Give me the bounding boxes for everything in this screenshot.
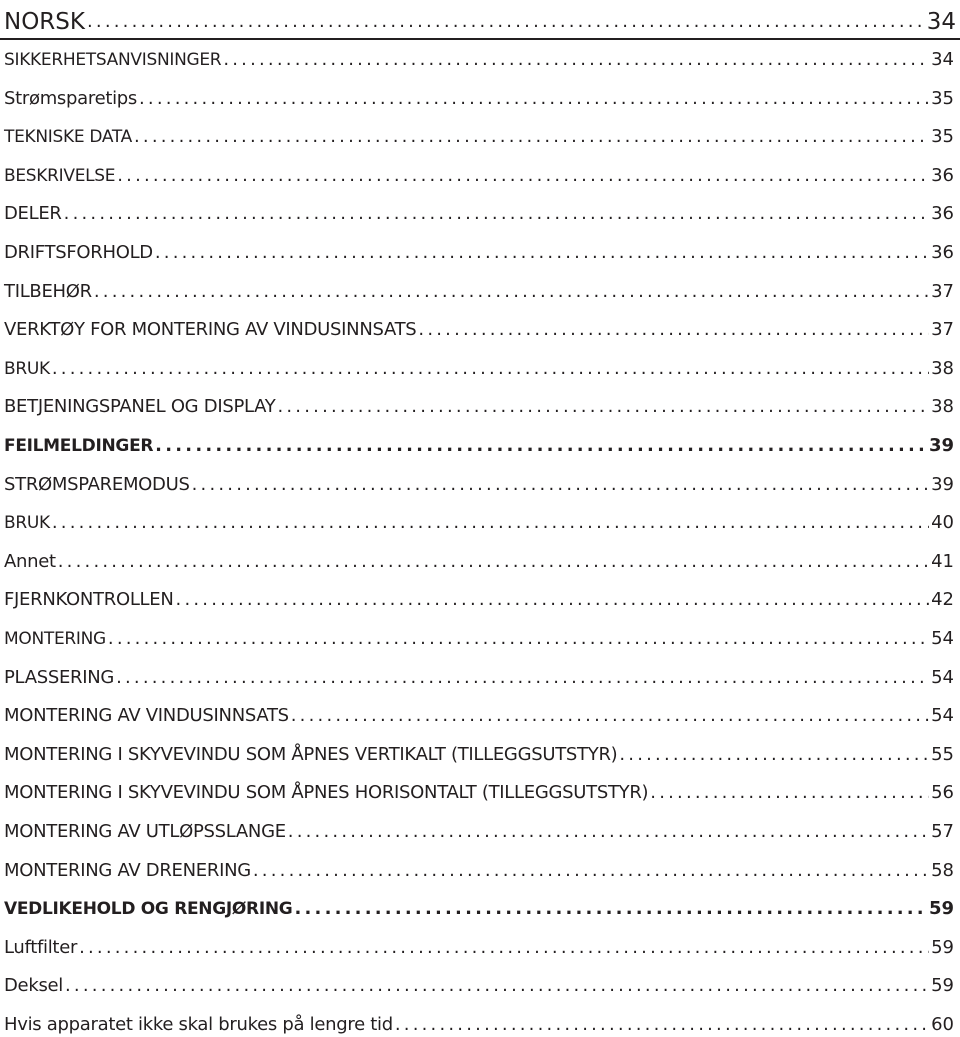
dot-leader — [223, 48, 929, 72]
toc-entry-title: FEILMELDINGER — [4, 436, 154, 456]
toc-entry[interactable] — [4, 584, 954, 612]
toc-entry-page-number: 41 — [931, 550, 954, 572]
toc-entry[interactable] — [4, 83, 954, 111]
toc-entry-title: Strømsparetips — [4, 87, 138, 109]
toc-entry[interactable] — [4, 507, 954, 535]
toc-entry-title: MONTERING AV DRENERING — [4, 859, 251, 881]
dot-leader — [155, 434, 927, 458]
dot-leader — [291, 704, 929, 728]
section-title: NORSK — [4, 9, 85, 35]
toc-entry[interactable] — [4, 469, 954, 497]
toc-entry-title: MONTERING I SKYVEVINDU SOM ÅPNES VERTIKALT (TILLEGGSUTSTYR) — [4, 743, 618, 765]
toc-entry[interactable] — [4, 198, 954, 226]
toc-entry[interactable] — [4, 1009, 954, 1037]
dot-leader — [192, 473, 929, 497]
toc-entry-page-number: 59 — [931, 936, 954, 958]
toc-entry[interactable] — [4, 970, 954, 998]
toc-entry-page-number: 59 — [931, 975, 954, 997]
toc-entry-title: STRØMSPAREMODUS — [4, 473, 190, 495]
toc-entry-title: BESKRIVELSE — [4, 165, 116, 186]
dot-leader — [52, 357, 929, 381]
toc-entry-title: MONTERING AV UTLØPSSLANGE — [4, 821, 286, 842]
dot-leader — [117, 164, 929, 188]
toc-entry[interactable] — [4, 855, 954, 883]
toc-entry-page-number: 57 — [931, 821, 954, 842]
toc-entry-title: MONTERING — [4, 629, 106, 649]
toc-entry[interactable] — [4, 739, 954, 767]
dot-leader — [294, 897, 926, 921]
toc-entry-title: DELER — [4, 203, 62, 225]
dot-leader — [65, 974, 929, 998]
dot-leader — [418, 318, 929, 342]
dot-leader — [619, 743, 929, 767]
toc-entry-page-number: 37 — [931, 319, 954, 341]
toc-header — [4, 0, 956, 36]
dot-leader — [64, 202, 929, 226]
toc-entry-page-number: 36 — [931, 203, 954, 225]
toc-entry-title: FJERNKONTROLLEN — [4, 589, 174, 611]
toc-entry-page-number: 39 — [931, 473, 954, 495]
toc-entry-title: MONTERING AV VINDUSINNSATS — [4, 705, 289, 727]
toc-entry-title: BETJENINGSPANEL OG DISPLAY — [4, 396, 276, 418]
toc-entry-title: BRUK — [4, 358, 50, 379]
toc-entry[interactable] — [4, 44, 954, 72]
dot-leader — [58, 550, 929, 574]
dot-leader — [277, 395, 929, 419]
toc-entry-title: VERKTØY FOR MONTERING AV VINDUSINNSATS — [4, 319, 417, 341]
toc-entry-title: Annet — [4, 550, 56, 572]
toc-entry-page-number: 38 — [931, 396, 954, 418]
toc-entry-page-number: 35 — [931, 87, 954, 109]
dot-leader — [176, 588, 930, 612]
dot-leader — [52, 511, 929, 535]
dot-leader — [94, 280, 929, 304]
toc-entry-page-number: 38 — [931, 357, 954, 379]
toc-entry-page-number: 36 — [931, 242, 954, 263]
toc-entry[interactable] — [4, 353, 954, 381]
dot-leader — [139, 87, 929, 111]
toc-entry-page-number: 54 — [931, 666, 954, 688]
toc-entry-page-number: 35 — [931, 126, 954, 148]
toc-entry-page-number: 36 — [931, 164, 954, 186]
toc-entry-title: BRUK — [4, 513, 50, 534]
toc-entry[interactable] — [4, 314, 954, 342]
toc-entry[interactable] — [4, 816, 954, 844]
toc-entry[interactable] — [4, 623, 954, 651]
toc-entry-title: SIKKERHETSANVISNINGER — [4, 50, 222, 70]
dot-leader — [395, 1013, 929, 1037]
toc-entry-page-number: 34 — [931, 49, 954, 70]
toc-entry[interactable] — [4, 237, 954, 265]
toc-entry-page-number: 60 — [931, 1014, 954, 1035]
toc-entry-title: PLASSERING — [4, 666, 115, 688]
toc-entry[interactable] — [4, 777, 954, 805]
toc-entry-page-number: 37 — [931, 280, 954, 302]
toc-entry-page-number: 58 — [931, 859, 954, 881]
toc-entry-title: TEKNISKE DATA — [4, 127, 132, 148]
toc-entry-page-number: 54 — [931, 705, 954, 727]
toc-entry-title: TILBEHØR — [4, 280, 92, 302]
toc-entry[interactable] — [4, 893, 954, 921]
toc-entry[interactable] — [4, 276, 954, 304]
dot-leader — [87, 8, 925, 36]
toc-entry[interactable] — [4, 546, 954, 574]
toc-entry[interactable] — [4, 121, 954, 149]
dot-leader — [116, 666, 929, 690]
dot-leader — [134, 125, 929, 149]
toc-entry-page-number: 56 — [931, 782, 954, 804]
toc-entry[interactable] — [4, 430, 954, 458]
toc-entry[interactable] — [4, 160, 954, 188]
header-rule — [0, 38, 960, 40]
toc-entry-page-number: 54 — [931, 628, 954, 649]
toc-entry-title: Hvis apparatet ikke skal brukes på lengre tid — [4, 1014, 393, 1035]
toc-entry[interactable] — [4, 662, 954, 690]
toc-entry[interactable] — [4, 932, 954, 960]
toc-entry-title: Deksel — [4, 975, 64, 997]
dot-leader — [288, 820, 929, 844]
dot-leader — [253, 859, 929, 883]
toc-entry-page-number: 42 — [931, 589, 954, 611]
toc-entry-title: Luftfilter — [4, 936, 78, 958]
toc-entry-title: MONTERING I SKYVEVINDU SOM ÅPNES HORISONTALT (TILLEGGSUTSTYR) — [4, 782, 649, 804]
section-page-number: 34 — [926, 9, 956, 35]
toc-entry-page-number: 55 — [931, 743, 954, 765]
dot-leader — [155, 241, 929, 265]
toc-entry-page-number: 40 — [931, 512, 954, 534]
toc-entry-title: VEDLIKEHOLD OG RENGJØRING — [4, 899, 293, 920]
dot-leader — [79, 936, 929, 960]
dot-leader — [650, 781, 929, 805]
toc-entry-title: DRIFTSFORHOLD — [4, 242, 153, 263]
toc-entry[interactable] — [4, 391, 954, 419]
dot-leader — [108, 627, 929, 651]
toc-entry-page-number: 39 — [928, 435, 954, 456]
toc-entry[interactable] — [4, 700, 954, 728]
toc-entry-page-number: 59 — [928, 898, 954, 920]
